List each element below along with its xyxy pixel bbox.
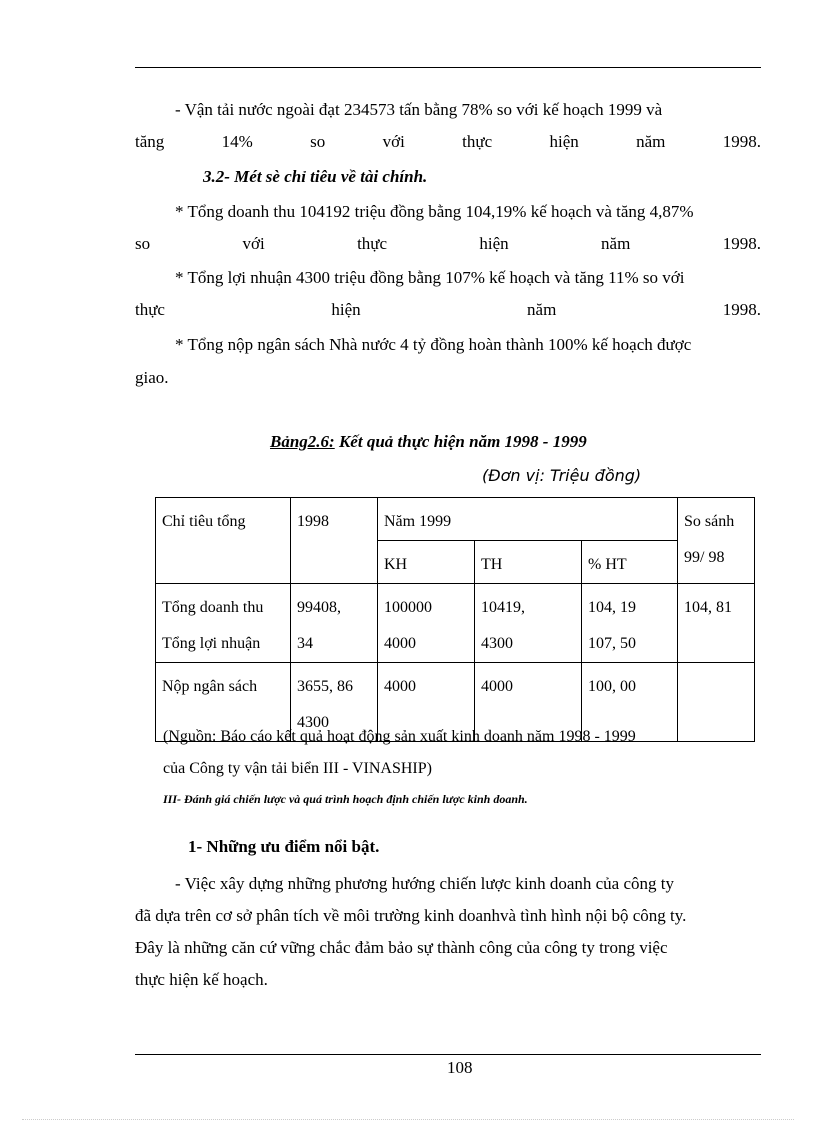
table-cell — [475, 584, 582, 663]
header-text: TH — [481, 556, 503, 573]
word: với — [242, 234, 265, 253]
page-number: 108 — [447, 1058, 473, 1077]
cell-text: 34 — [297, 635, 313, 652]
paragraph-2-line-1: * Tổng doanh thu 104192 triệu đồng bằng 104,19% kế hoạch và tăng 4,87% — [175, 202, 694, 221]
header-rule — [135, 67, 761, 68]
cell-text: 99408, — [297, 599, 341, 616]
paragraph-3-line-1: * Tổng lợi nhuận 4300 triệu đồng bằng 107% kế hoạch và tăng 11% so với — [175, 268, 685, 287]
table-unit: (Đơn vị: Triệu đồng) — [482, 466, 642, 485]
word: hiện — [549, 132, 579, 151]
table-cell — [291, 584, 378, 663]
cell-text: 104, 81 — [684, 599, 732, 616]
cell-text: 4000 — [384, 635, 416, 652]
paragraph-4-line-1: * Tổng nộp ngân sách Nhà nước 4 tỷ đồng hoàn thành 100% kế hoạch được — [175, 335, 692, 354]
word: 1998. — [722, 234, 761, 253]
cell-text: 10419, — [481, 599, 525, 616]
paragraph-5-line-1: - Việc xây dựng những phương hướng chiến lược kinh doanh của công ty — [175, 874, 674, 893]
word: so — [135, 234, 151, 253]
header-text: % HT — [588, 556, 627, 573]
word: năm — [527, 300, 557, 319]
cell-text: 4000 — [384, 678, 416, 695]
cell-text: 107, 50 — [588, 635, 636, 652]
paragraph-5-line-2: đã dựa trên cơ sở phân tích về môi trường kinh doanhvà tình hình nội bộ công ty. — [135, 906, 687, 925]
subheader-cell — [582, 541, 678, 584]
paragraph-2-line-2 — [135, 234, 761, 254]
word: 1998. — [722, 300, 761, 319]
cell-text: 104, 19 — [588, 599, 636, 616]
paragraph-5-line-4: thực hiện kế hoạch. — [135, 970, 268, 989]
header-text: 99/ 98 — [684, 549, 725, 566]
word: với — [382, 132, 405, 151]
header-text: 1998 — [297, 513, 329, 530]
word: 1998. — [722, 132, 761, 151]
cell-text: 100, 00 — [588, 678, 636, 695]
table-cell — [582, 584, 678, 663]
header-text: Chỉ tiêu tổng — [162, 513, 246, 530]
footer-rule — [135, 1054, 761, 1055]
word: thực — [135, 300, 165, 319]
cell-text: 4300 — [297, 714, 329, 731]
cell-text: Tổng lợi nhuận — [162, 635, 261, 652]
header-cell — [678, 498, 755, 584]
paragraph-4-line-2: giao. — [135, 368, 169, 387]
header-cell — [378, 498, 678, 541]
header-cell — [156, 498, 291, 584]
word: năm — [636, 132, 666, 151]
word: hiện — [479, 234, 509, 253]
table-row — [156, 584, 755, 663]
header-cell — [291, 498, 378, 584]
subheader-cell — [475, 541, 582, 584]
table-caption-title: Kết quả thực hiện năm 1998 - 1999 — [334, 432, 587, 451]
heading-3-2: 3.2- Mét sè chỉ tiêu về tài chính. — [203, 167, 428, 186]
paragraph-3-line-2 — [135, 300, 761, 320]
cell-text: Nộp ngân sách — [162, 678, 258, 695]
word: 14% — [221, 132, 253, 151]
paragraph-5-line-3: Đây là những căn cứ vững chắc đảm bảo sự thành công của công ty trong việc — [135, 938, 668, 957]
word: tăng — [135, 132, 165, 151]
results-table — [155, 497, 755, 742]
section-iii-heading: III- Đánh giá chiến lược và quá trình hoạch định chiến lược kinh doanh. — [163, 792, 528, 806]
header-text: KH — [384, 556, 408, 573]
cell-text: 3655, 86 — [297, 678, 353, 695]
word: năm — [601, 234, 631, 253]
table-cell — [678, 663, 755, 742]
header-text: Năm 1999 — [384, 513, 452, 530]
table-header-row — [156, 498, 755, 541]
table-cell — [378, 584, 475, 663]
table-cell — [678, 584, 755, 663]
word: thực — [462, 132, 493, 151]
word: hiện — [331, 300, 361, 319]
source-line-2: của Công ty vận tải biển III - VINASHIP) — [163, 760, 432, 777]
cell-text: 100000 — [384, 599, 432, 616]
header-text: So sánh — [684, 513, 735, 530]
subheader-cell — [378, 541, 475, 584]
table-caption — [270, 432, 587, 452]
word: thực — [357, 234, 388, 253]
paragraph-1-line-1: - Vận tải nước ngoài đạt 234573 tấn bằng 78% so với kế hoạch 1999 và — [175, 100, 663, 119]
source-line-1: (Nguồn: Báo cáo kết quả hoạt động sản xuất kinh doanh năm 1998 - 1999 — [163, 728, 636, 745]
table-caption-label: Bảng2.6: — [270, 432, 335, 451]
word: so — [310, 132, 326, 151]
table-cell — [156, 584, 291, 663]
cell-text: 4000 — [481, 678, 513, 695]
page-edge — [22, 1119, 794, 1120]
cell-text: 4300 — [481, 635, 513, 652]
heading-1: 1- Những ưu điểm nổi bật. — [188, 837, 380, 856]
paragraph-1-line-2 — [135, 132, 761, 152]
cell-text: Tổng doanh thu — [162, 599, 264, 616]
